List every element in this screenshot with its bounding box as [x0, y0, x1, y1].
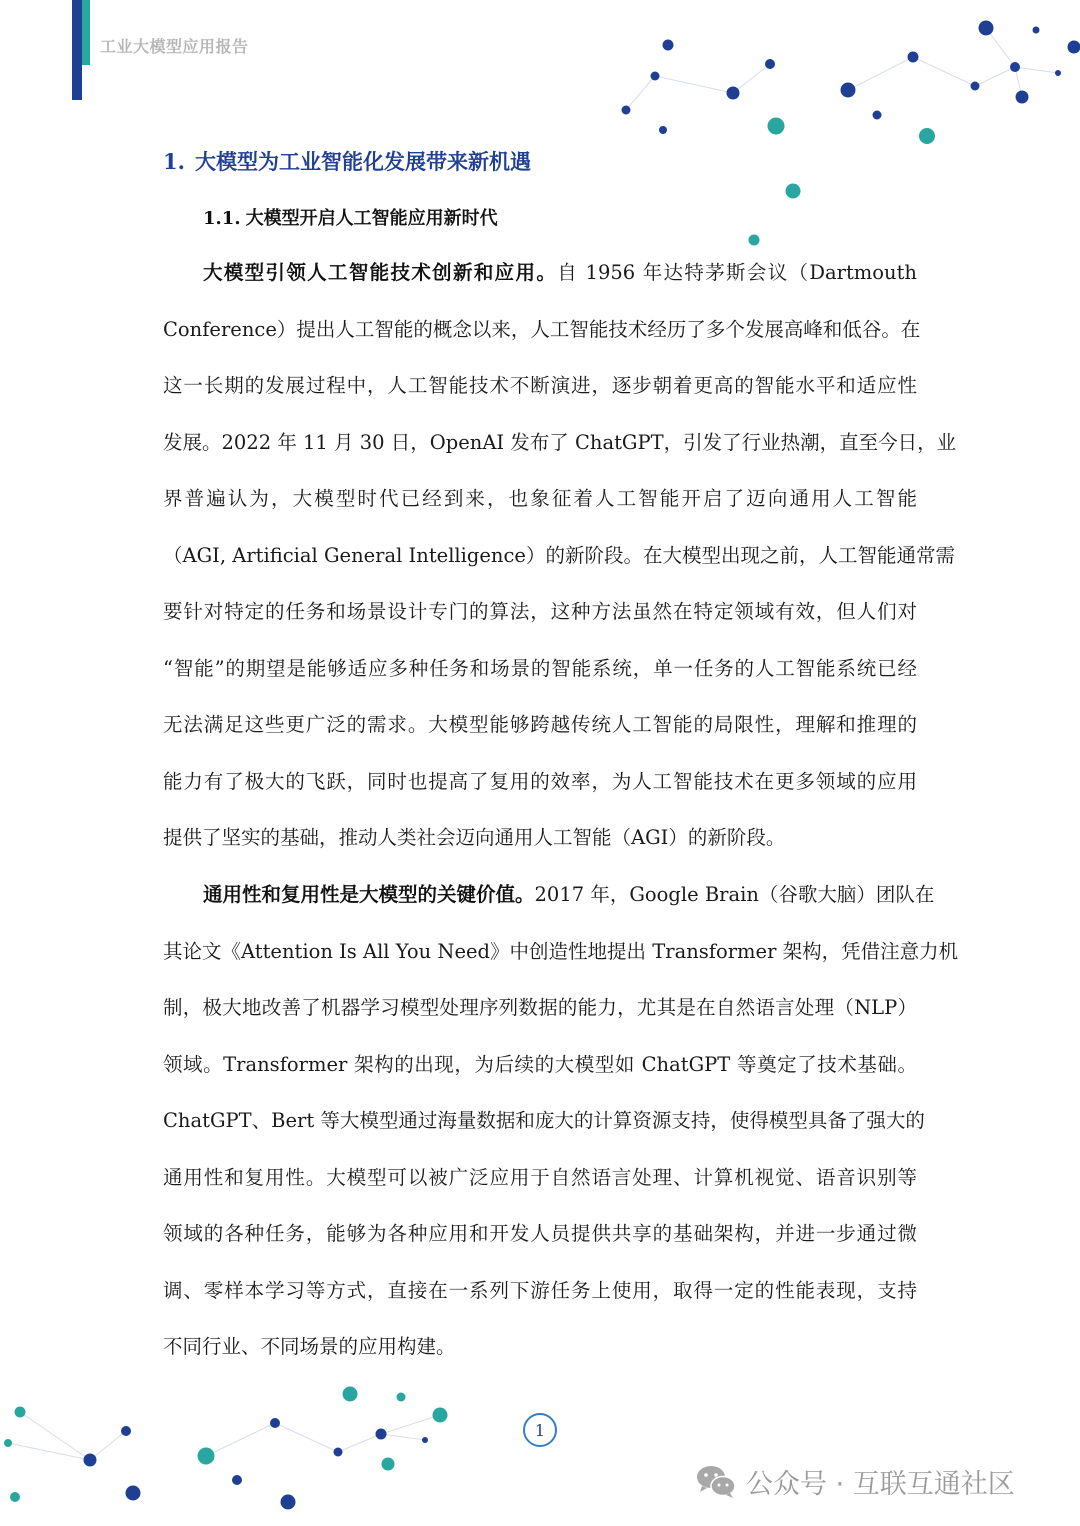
paragraph-line: 这一长期的发展过程中，人工智能技术不断演进，逐步朝着更高的智能水平和适应性 [163, 374, 917, 397]
paragraph-line: 不同行业、不同场景的应用构建。 [163, 1335, 456, 1358]
paragraph-line: 提供了坚实的基础，推动人类社会迈向通用人工智能（AGI）的新阶段。 [163, 826, 786, 849]
paragraph-line: 界普遍认为，大模型时代已经到来，也象征着人工智能开启了迈向通用人工智能 [163, 487, 917, 510]
wechat-watermark [696, 1458, 1015, 1504]
running-header: 工业大模型应用报告 [100, 37, 249, 56]
section-number: 1. [163, 149, 185, 174]
paragraph-line: ChatGPT、Bert 等大模型通过海量数据和庞大的计算资源支持，使得模型具备了强大的 [163, 1109, 925, 1132]
header-accent-bar [82, 0, 90, 65]
subsection-number: 1.1. [203, 208, 241, 229]
paragraph-line: 制，极大地改善了机器学习模型处理序列数据的能力，尤其是在自然语言处理（NLP） [163, 996, 917, 1019]
paragraph-line: 其论文《Attention Is All You Need》中创造性地提出 Transformer 架构，凭借注意力机 [163, 940, 959, 963]
paragraph-lead: 通用性和复用性是大模型的关键价值。 [203, 883, 535, 906]
section-heading [163, 146, 531, 176]
subsection-title: 大模型开启人工智能应用新时代 [245, 208, 498, 229]
paragraph-line: 发展。2022 年 11 月 30 日，OpenAI 发布了 ChatGPT，引发了行业热潮，直至今日，业 [163, 431, 957, 454]
section-title: 大模型为工业智能化发展带来新机遇 [195, 150, 531, 174]
paragraph-line: 调、零样本学习等方式，直接在一系列下游任务上使用，取得一定的性能表现，支持 [163, 1279, 917, 1302]
paragraph-line: 通用性和复用性。大模型可以被广泛应用于自然语言处理、计算机视觉、语音识别等 [163, 1166, 917, 1189]
header-color-bar [72, 0, 82, 100]
subsection-heading [203, 204, 498, 230]
paragraph-line: 能力有了极大的飞跃，同时也提高了复用的效率，为人工智能技术在更多领域的应用 [163, 770, 917, 793]
wechat-icon [696, 1463, 736, 1499]
page-number: 1 [523, 1413, 557, 1447]
paragraph-line: 领域。Transformer 架构的出现，为后续的大模型如 ChatGPT 等奠定了技术基础。 [163, 1053, 917, 1076]
paragraph-line: Conference）提出人工智能的概念以来，人工智能技术经历了多个发展高峰和低谷。在 [163, 318, 921, 341]
paragraph-line: （AGI, Artificial General Intelligence）的新阶段。在大模型出现之前，人工智能通常需 [163, 544, 955, 567]
paragraph-line: “智能”的期望是能够适应多种任务和场景的智能系统，单一任务的人工智能系统已经 [163, 657, 917, 680]
paragraph-line: 要针对特定的任务和场景设计专门的算法，这种方法虽然在特定领域有效，但人们对 [163, 600, 917, 623]
paragraph-line: 无法满足这些更广泛的需求。大模型能够跨越传统人工智能的局限性，理解和推理的 [163, 713, 917, 736]
paragraph-line: 通用性和复用性是大模型的关键价值。2017 年，Google Brain（谷歌大脑）团队在 [203, 883, 935, 906]
watermark-text: 公众号 · 互联互通社区 [746, 1468, 1015, 1500]
paragraph-lead: 大模型引领人工智能技术创新和应用。 [203, 261, 558, 284]
paragraph-line: 领域的各种任务，能够为各种应用和开发人员提供共享的基础架构，并进一步通过微 [163, 1222, 917, 1245]
paragraph-line: 大模型引领人工智能技术创新和应用。自 1956 年达特茅斯会议（Dartmouth [203, 261, 917, 284]
